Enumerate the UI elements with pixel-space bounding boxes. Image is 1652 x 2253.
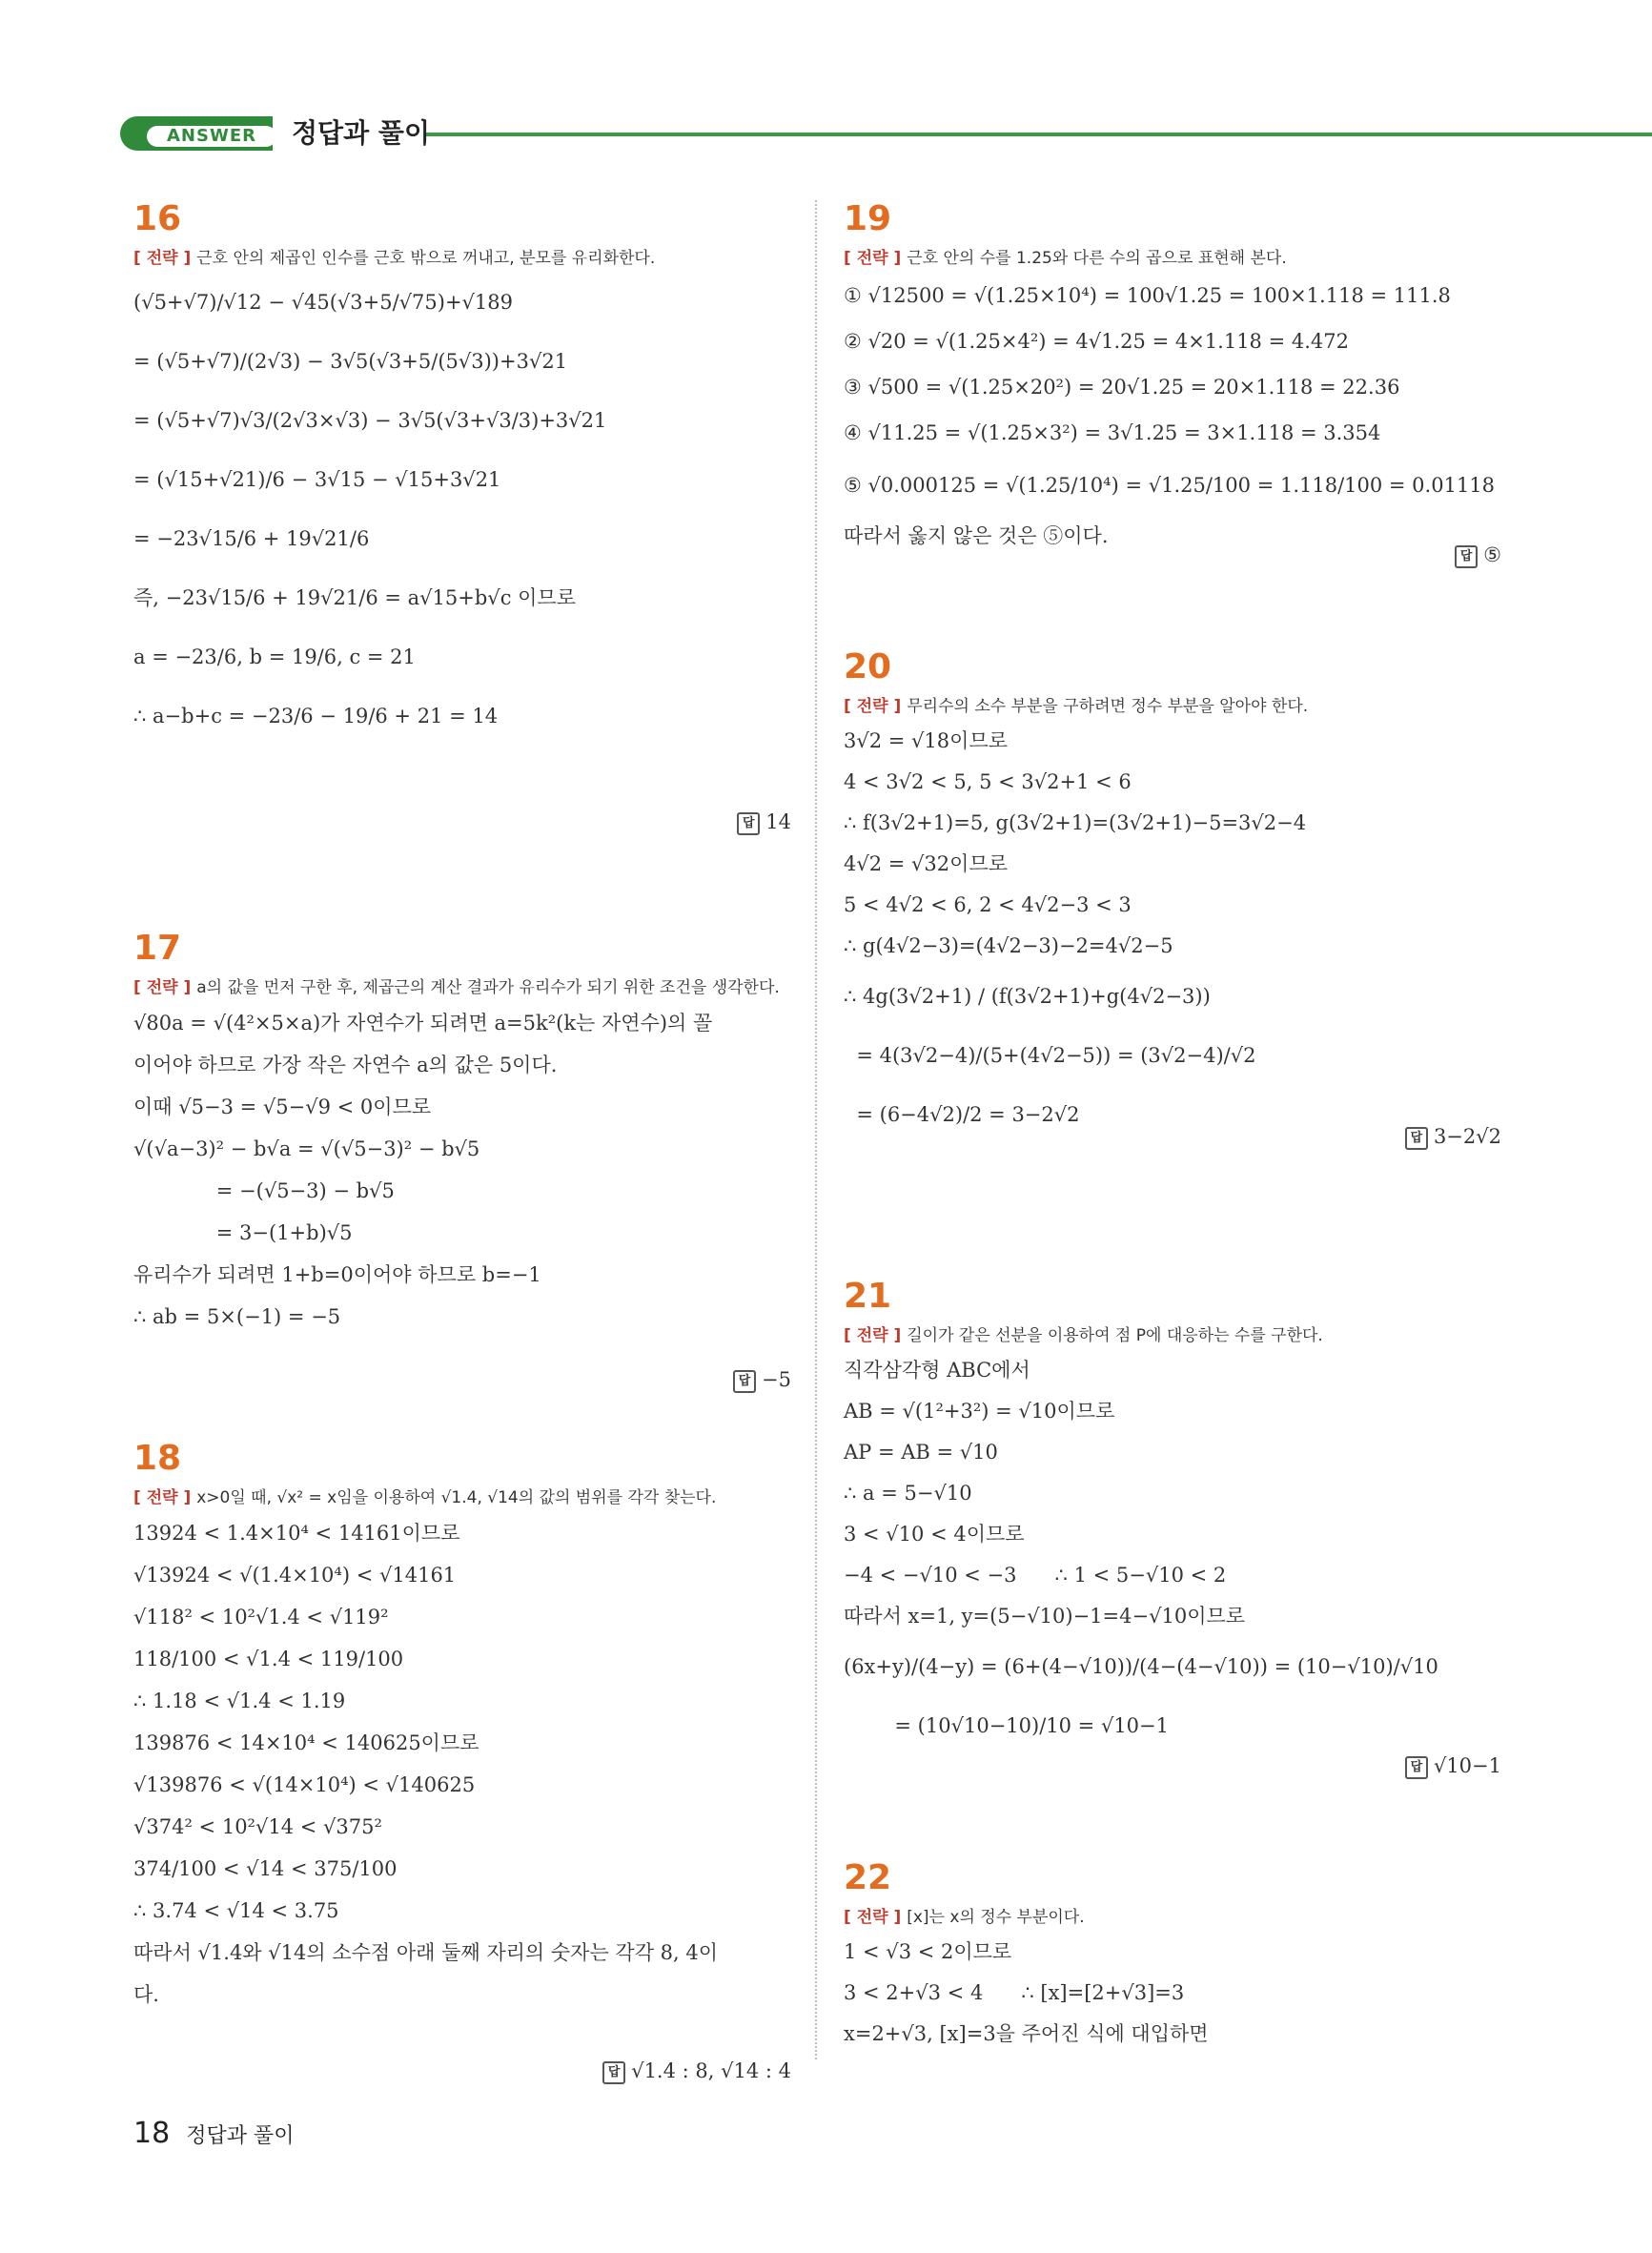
answer-icon: 답 xyxy=(1455,545,1478,568)
answer xyxy=(737,810,791,835)
solution-line: 이어야 하므로 가장 작은 자연수 a의 값은 5이다. xyxy=(133,1054,558,1076)
page-number: 18 xyxy=(133,2117,171,2150)
header-tab xyxy=(120,116,273,151)
strategy-label: [ 전략 ] xyxy=(133,249,192,268)
solution-line: 유리수가 되려면 1+b=0이어야 하므로 b=−1 xyxy=(133,1263,541,1286)
problem-16 xyxy=(133,199,791,833)
strategy-label: [ 전략 ] xyxy=(844,1908,902,1927)
strategy-text: 무리수의 소수 부분을 구하려면 정수 부분을 알아야 한다. xyxy=(907,697,1309,716)
problem-21 xyxy=(844,1277,1501,1777)
answer-value: √1.4 : 8, √14 : 4 xyxy=(631,2059,791,2082)
solution-line: (√5+√7)/√12 − √45(√3+5/√75)+√189 xyxy=(133,291,514,314)
solution-line: −4 < −√10 < −3 ∴ 1 < 5−√10 < 2 xyxy=(844,1564,1227,1587)
solution-line: = (√15+√21)/6 − 3√15 − √15+3√21 xyxy=(133,468,501,491)
strategy xyxy=(133,973,791,1002)
solution-line: ∴ ab = 5×(−1) = −5 xyxy=(133,1305,341,1328)
strategy xyxy=(844,1321,1501,1350)
solution-line: ∴ f(3√2+1)=5, g(3√2+1)=(3√2+1)−5=3√2−4 xyxy=(844,811,1307,834)
strategy xyxy=(844,244,1501,273)
solution-line: ④ √11.25 = √(1.25×3²) = 3√1.25 = 3×1.118 = 3.354 xyxy=(844,421,1381,444)
answer-badge: ANSWER xyxy=(147,126,276,147)
strategy-text: 근호 안의 수를 1.25와 다른 수의 곱으로 표현해 본다. xyxy=(907,249,1287,268)
solution-line: 이때 √5−3 = √5−√9 < 0이므로 xyxy=(133,1096,432,1118)
solution-line: 다. xyxy=(133,1983,159,2006)
strategy-label: [ 전략 ] xyxy=(133,978,192,997)
solution-line: (6x+y)/(4−y) = (6+(4−√10))/(4−(4−√10)) = (10−√10)/√10 xyxy=(844,1655,1438,1678)
strategy xyxy=(133,244,791,273)
problem-20 xyxy=(844,647,1501,1148)
solution-line: ∴ 1.18 < √1.4 < 1.19 xyxy=(133,1690,346,1712)
solution-line: ∴ g(4√2−3)=(4√2−3)−2=4√2−5 xyxy=(844,934,1173,957)
column-divider xyxy=(815,200,817,2059)
answer-value: ⑤ xyxy=(1483,543,1501,566)
problem-number: 16 xyxy=(133,199,182,238)
answer-value: 3−2√2 xyxy=(1433,1125,1501,1148)
strategy xyxy=(844,1903,1501,1932)
strategy-text: 근호 안의 제곱인 인수를 근호 밖으로 꺼내고, 분모를 유리화한다. xyxy=(196,249,656,268)
solution-line: ② √20 = √(1.25×4²) = 4√1.25 = 4×1.118 = 4.472 xyxy=(844,330,1349,353)
answer xyxy=(733,1368,791,1393)
solution-line: 따라서 √1.4와 √14의 소수점 아래 둘째 자리의 숫자는 각각 8, 4이 xyxy=(133,1941,719,1964)
problem-number: 22 xyxy=(844,1858,892,1897)
solution-line: 3 < √10 < 4이므로 xyxy=(844,1523,1025,1546)
answer-icon: 답 xyxy=(1405,1127,1428,1150)
strategy-label: [ 전략 ] xyxy=(133,1488,192,1507)
problem-number: 19 xyxy=(844,199,892,238)
solution-line: = (√5+√7)√3/(2√3×√3) − 3√5(√3+√3/3)+3√21 xyxy=(133,409,607,432)
solution-line: = 4(3√2−4)/(5+(4√2−5)) = (3√2−4)/√2 xyxy=(844,1044,1256,1067)
solution-line: 4√2 = √32이므로 xyxy=(844,852,1009,875)
strategy-text: a의 값을 먼저 구한 후, 제곱근의 계산 결과가 유리수가 되기 위한 조건을 생각한다. xyxy=(196,978,780,997)
solution-line: ⑤ √0.000125 = √(1.25/10⁴) = √1.25/100 = 1.118/100 = 0.01118 xyxy=(844,474,1496,497)
solution-line: x=2+√3, [x]=3을 주어진 식에 대입하면 xyxy=(844,2022,1209,2045)
strategy-text: x>0일 때, √x² = x임을 이용하여 √1.4, √14의 값의 범위를 각각 찾는다. xyxy=(196,1488,717,1507)
solution-line: ③ √500 = √(1.25×20²) = 20√1.25 = 20×1.118 = 22.36 xyxy=(844,376,1400,399)
problem-18 xyxy=(133,1439,791,2082)
solution-line: √118² < 10²√1.4 < √119² xyxy=(133,1606,389,1628)
page-header xyxy=(120,114,1652,153)
solution-line: AP = AB = √10 xyxy=(844,1441,998,1464)
solution-line: √80a = √(4²×5×a)가 자연수가 되려면 a=5k²(k는 자연수)의 꼴 xyxy=(133,1012,713,1034)
solution-line: 4 < 3√2 < 5, 5 < 3√2+1 < 6 xyxy=(844,770,1132,793)
solution-line: = (6−4√2)/2 = 3−2√2 xyxy=(844,1103,1080,1126)
strategy-label: [ 전략 ] xyxy=(844,697,902,716)
solution-line: 139876 < 14×10⁴ < 140625이므로 xyxy=(133,1731,479,1754)
solution-line: 1 < √3 < 2이므로 xyxy=(844,1940,1012,1963)
solution-line: 3√2 = √18이므로 xyxy=(844,729,1009,752)
strategy xyxy=(844,692,1501,721)
solution-line: 3 < 2+√3 < 4 ∴ [x]=[2+√3]=3 xyxy=(844,1981,1185,2004)
solution-line: ∴ a−b+c = −23/6 − 19/6 + 21 = 14 xyxy=(133,705,499,727)
answer-value: √10−1 xyxy=(1433,1754,1501,1777)
solution-line: = 3−(1+b)√5 xyxy=(133,1221,353,1244)
solution-line: 13924 < 1.4×10⁴ < 14161이므로 xyxy=(133,1522,460,1545)
strategy-text: 길이가 같은 선분을 이용하여 점 P에 대응하는 수를 구한다. xyxy=(907,1326,1323,1345)
solution-line: √374² < 10²√14 < √375² xyxy=(133,1815,382,1838)
solution-line: = −(√5−3) − b√5 xyxy=(133,1179,395,1202)
solution-line: = (10√10−10)/10 = √10−1 xyxy=(844,1714,1170,1737)
solution-line: 직각삼각형 ABC에서 xyxy=(844,1359,1030,1382)
solution-line: ∴ 3.74 < √14 < 3.75 xyxy=(133,1899,339,1922)
answer-icon: 답 xyxy=(733,1370,756,1393)
solution-line: 즉, −23√15/6 + 19√21/6 = a√15+b√c 이므로 xyxy=(133,586,576,609)
solution-line: ∴ 4g(3√2+1) / (f(3√2+1)+g(4√2−3)) xyxy=(844,985,1211,1008)
solution-line: 따라서 x=1, y=(5−√10)−1=4−√10이므로 xyxy=(844,1605,1246,1628)
problem-number: 20 xyxy=(844,647,892,686)
header-rule xyxy=(425,133,1652,136)
solution-line: a = −23/6, b = 19/6, c = 21 xyxy=(133,645,416,668)
problem-number: 17 xyxy=(133,929,182,968)
answer-icon: 답 xyxy=(602,2061,625,2084)
solution-line: 따라서 옳지 않은 것은 ⑤이다. xyxy=(844,524,1109,547)
answer-icon: 답 xyxy=(1405,1756,1428,1779)
header-title: 정답과 풀이 xyxy=(292,117,430,149)
answer xyxy=(1405,1754,1501,1779)
solution-line: √13924 < √(1.4×10⁴) < √14161 xyxy=(133,1564,457,1587)
answer xyxy=(1405,1125,1501,1150)
problem-number: 18 xyxy=(133,1439,182,1478)
strategy-label: [ 전략 ] xyxy=(844,249,902,268)
solution-line: ① √12500 = √(1.25×10⁴) = 100√1.25 = 100×1.118 = 111.8 xyxy=(844,284,1451,307)
problem-number: 21 xyxy=(844,1277,892,1316)
solution-line: = (√5+√7)/(2√3) − 3√5(√3+5/(5√3))+3√21 xyxy=(133,350,568,373)
footer-label: 정답과 풀이 xyxy=(186,2124,295,2148)
solution-line: 5 < 4√2 < 6, 2 < 4√2−3 < 3 xyxy=(844,893,1132,916)
strategy-text: [x]는 x의 정수 부분이다. xyxy=(907,1908,1085,1927)
answer xyxy=(1455,543,1501,568)
solution-line: ∴ a = 5−√10 xyxy=(844,1482,972,1505)
solution-line: = −23√15/6 + 19√21/6 xyxy=(133,527,370,550)
solution-line: 374/100 < √14 < 375/100 xyxy=(133,1857,398,1880)
problem-17 xyxy=(133,929,791,1391)
solution-line: 118/100 < √1.4 < 119/100 xyxy=(133,1648,404,1670)
answer-value: 14 xyxy=(765,810,791,833)
solution-line: √(√a−3)² − b√a = √(√5−3)² − b√5 xyxy=(133,1137,480,1160)
solution-line: √139876 < √(14×10⁴) < √140625 xyxy=(133,1773,476,1796)
solution-line: AB = √(1²+3²) = √10이므로 xyxy=(844,1400,1115,1423)
problem-22 xyxy=(844,1859,1501,2055)
strategy xyxy=(133,1484,791,1512)
answer-icon: 답 xyxy=(737,812,760,835)
problem-19 xyxy=(844,199,1501,566)
page-footer xyxy=(133,2117,294,2150)
strategy-label: [ 전략 ] xyxy=(844,1326,902,1345)
answer-value: −5 xyxy=(762,1368,791,1391)
answer xyxy=(602,2059,791,2084)
